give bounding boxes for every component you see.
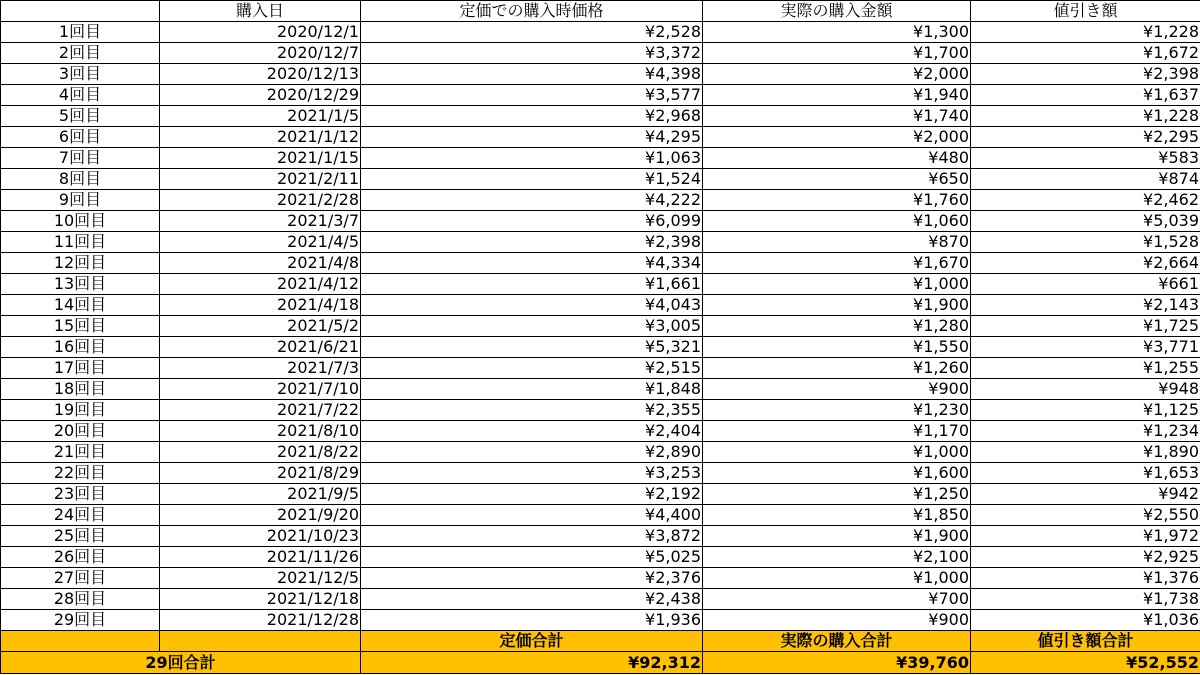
row-label-cell[interactable]: 7回目 — [1, 148, 160, 169]
header-cell-list-price[interactable]: 定価での購入時価格 — [361, 1, 703, 22]
discount-cell[interactable]: ¥1,228 — [971, 106, 1200, 127]
list-price-cell[interactable]: ¥3,577 — [361, 85, 703, 106]
table-body — [1, 22, 1200, 631]
summary-total-discount[interactable]: ¥52,552 — [971, 652, 1200, 674]
row-label-cell[interactable]: 29回目 — [1, 610, 160, 631]
discount-cell[interactable]: ¥1,738 — [971, 589, 1200, 610]
summary-blank-cell[interactable] — [160, 631, 361, 652]
table-row — [1, 316, 1200, 337]
table-row — [1, 127, 1200, 148]
date-cell[interactable]: 2021/8/10 — [160, 421, 361, 442]
row-label-cell[interactable]: 9回目 — [1, 190, 160, 211]
list-price-cell[interactable]: ¥4,043 — [361, 295, 703, 316]
table-row — [1, 463, 1200, 484]
date-cell[interactable]: 2021/7/10 — [160, 379, 361, 400]
date-cell[interactable]: 2021/9/5 — [160, 484, 361, 505]
discount-cell[interactable]: ¥1,036 — [971, 610, 1200, 631]
actual-price-cell[interactable]: ¥870 — [703, 232, 971, 253]
discount-cell[interactable]: ¥1,972 — [971, 526, 1200, 547]
discount-cell[interactable]: ¥2,143 — [971, 295, 1200, 316]
actual-price-cell[interactable]: ¥650 — [703, 169, 971, 190]
list-price-cell[interactable]: ¥2,192 — [361, 484, 703, 505]
row-label-cell[interactable]: 6回目 — [1, 127, 160, 148]
actual-price-cell[interactable]: ¥1,060 — [703, 211, 971, 232]
actual-price-cell[interactable]: ¥1,280 — [703, 316, 971, 337]
table-row — [1, 253, 1200, 274]
table-row — [1, 190, 1200, 211]
actual-price-cell[interactable]: ¥1,740 — [703, 106, 971, 127]
header-cell-blank[interactable] — [1, 1, 160, 22]
discount-cell[interactable]: ¥1,234 — [971, 421, 1200, 442]
actual-price-cell[interactable]: ¥2,000 — [703, 64, 971, 85]
list-price-cell[interactable]: ¥1,936 — [361, 610, 703, 631]
list-price-cell[interactable]: ¥1,524 — [361, 169, 703, 190]
date-cell[interactable]: 2021/5/2 — [160, 316, 361, 337]
row-label-cell[interactable]: 16回目 — [1, 337, 160, 358]
table-row — [1, 148, 1200, 169]
list-price-cell[interactable]: ¥3,005 — [361, 316, 703, 337]
row-label-cell[interactable]: 21回目 — [1, 442, 160, 463]
date-cell[interactable]: 2020/12/7 — [160, 43, 361, 64]
actual-price-cell[interactable]: ¥1,900 — [703, 526, 971, 547]
date-cell[interactable]: 2021/2/11 — [160, 169, 361, 190]
date-cell[interactable]: 2021/1/15 — [160, 148, 361, 169]
table-row — [1, 484, 1200, 505]
date-cell[interactable]: 2021/1/12 — [160, 127, 361, 148]
header-cell-date[interactable]: 購入日 — [160, 1, 361, 22]
discount-cell[interactable]: ¥583 — [971, 148, 1200, 169]
header-cell-discount[interactable]: 値引き額 — [971, 1, 1200, 22]
list-price-cell[interactable]: ¥3,253 — [361, 463, 703, 484]
table-row — [1, 211, 1200, 232]
discount-cell[interactable]: ¥661 — [971, 274, 1200, 295]
row-label-cell[interactable]: 11回目 — [1, 232, 160, 253]
date-cell[interactable]: 2021/4/8 — [160, 253, 361, 274]
table-row — [1, 232, 1200, 253]
table-row — [1, 295, 1200, 316]
row-label-cell[interactable]: 23回目 — [1, 484, 160, 505]
header-cell-actual-price[interactable]: 実際の購入金額 — [703, 1, 971, 22]
discount-cell[interactable]: ¥1,637 — [971, 85, 1200, 106]
list-price-cell[interactable]: ¥2,515 — [361, 358, 703, 379]
actual-price-cell[interactable]: ¥480 — [703, 148, 971, 169]
summary-discount-label[interactable]: 値引き額合計 — [971, 631, 1200, 652]
actual-price-cell[interactable]: ¥1,000 — [703, 568, 971, 589]
summary-total-label[interactable]: 29回合計 — [1, 652, 361, 674]
summary-blank-cell[interactable] — [1, 631, 160, 652]
discount-cell[interactable]: ¥2,925 — [971, 547, 1200, 568]
discount-cell[interactable]: ¥2,664 — [971, 253, 1200, 274]
actual-price-cell[interactable]: ¥1,000 — [703, 274, 971, 295]
actual-price-cell[interactable]: ¥1,940 — [703, 85, 971, 106]
list-price-cell[interactable]: ¥1,661 — [361, 274, 703, 295]
table-row — [1, 64, 1200, 85]
list-price-cell[interactable]: ¥2,376 — [361, 568, 703, 589]
table-row — [1, 400, 1200, 421]
row-label-cell[interactable]: 15回目 — [1, 316, 160, 337]
row-label-cell[interactable]: 13回目 — [1, 274, 160, 295]
table-row — [1, 610, 1200, 631]
row-label-cell[interactable]: 4回目 — [1, 85, 160, 106]
header-row — [1, 1, 1200, 22]
discount-cell[interactable]: ¥5,039 — [971, 211, 1200, 232]
discount-cell[interactable]: ¥1,890 — [971, 442, 1200, 463]
discount-cell[interactable]: ¥874 — [971, 169, 1200, 190]
row-label-cell[interactable]: 24回目 — [1, 505, 160, 526]
actual-price-cell[interactable]: ¥900 — [703, 610, 971, 631]
date-cell[interactable]: 2021/11/26 — [160, 547, 361, 568]
date-cell[interactable]: 2021/9/20 — [160, 505, 361, 526]
date-cell[interactable]: 2020/12/29 — [160, 85, 361, 106]
row-label-cell[interactable]: 2回目 — [1, 43, 160, 64]
discount-cell[interactable]: ¥1,255 — [971, 358, 1200, 379]
discount-cell[interactable]: ¥1,653 — [971, 463, 1200, 484]
table-row — [1, 106, 1200, 127]
list-price-cell[interactable]: ¥3,872 — [361, 526, 703, 547]
date-cell[interactable]: 2021/7/22 — [160, 400, 361, 421]
actual-price-cell[interactable]: ¥1,900 — [703, 295, 971, 316]
date-cell[interactable]: 2021/4/12 — [160, 274, 361, 295]
list-price-cell[interactable]: ¥2,968 — [361, 106, 703, 127]
date-cell[interactable]: 2020/12/1 — [160, 22, 361, 43]
discount-cell[interactable]: ¥2,398 — [971, 64, 1200, 85]
table-row — [1, 85, 1200, 106]
list-price-cell[interactable]: ¥2,398 — [361, 232, 703, 253]
date-cell[interactable]: 2021/6/21 — [160, 337, 361, 358]
actual-price-cell[interactable]: ¥900 — [703, 379, 971, 400]
row-label-cell[interactable]: 5回目 — [1, 106, 160, 127]
actual-price-cell[interactable]: ¥1,260 — [703, 358, 971, 379]
list-price-cell[interactable]: ¥4,334 — [361, 253, 703, 274]
row-label-cell[interactable]: 26回目 — [1, 547, 160, 568]
date-cell[interactable]: 2021/8/29 — [160, 463, 361, 484]
discount-cell[interactable]: ¥1,528 — [971, 232, 1200, 253]
list-price-cell[interactable]: ¥2,890 — [361, 442, 703, 463]
date-cell[interactable]: 2021/10/23 — [160, 526, 361, 547]
actual-price-cell[interactable]: ¥1,600 — [703, 463, 971, 484]
row-label-cell[interactable]: 20回目 — [1, 421, 160, 442]
date-cell[interactable]: 2021/12/5 — [160, 568, 361, 589]
discount-cell[interactable]: ¥1,725 — [971, 316, 1200, 337]
list-price-cell[interactable]: ¥6,099 — [361, 211, 703, 232]
actual-price-cell[interactable]: ¥1,300 — [703, 22, 971, 43]
discount-cell[interactable]: ¥1,376 — [971, 568, 1200, 589]
table-row — [1, 505, 1200, 526]
row-label-cell[interactable]: 22回目 — [1, 463, 160, 484]
discount-cell[interactable]: ¥1,228 — [971, 22, 1200, 43]
date-cell[interactable]: 2021/12/28 — [160, 610, 361, 631]
date-cell[interactable]: 2021/1/5 — [160, 106, 361, 127]
list-price-cell[interactable]: ¥5,321 — [361, 337, 703, 358]
list-price-cell[interactable]: ¥1,063 — [361, 148, 703, 169]
discount-cell[interactable]: ¥948 — [971, 379, 1200, 400]
table-row — [1, 442, 1200, 463]
row-label-cell[interactable]: 8回目 — [1, 169, 160, 190]
table-row — [1, 337, 1200, 358]
list-price-cell[interactable]: ¥4,295 — [361, 127, 703, 148]
actual-price-cell[interactable]: ¥1,000 — [703, 442, 971, 463]
list-price-cell[interactable]: ¥3,372 — [361, 43, 703, 64]
row-label-cell[interactable]: 19回目 — [1, 400, 160, 421]
table-row — [1, 169, 1200, 190]
actual-price-cell[interactable]: ¥700 — [703, 589, 971, 610]
actual-price-cell[interactable]: ¥1,700 — [703, 43, 971, 64]
table-row — [1, 526, 1200, 547]
summary-label-row — [1, 631, 1200, 652]
summary-list-label[interactable]: 定価合計 — [361, 631, 703, 652]
list-price-cell[interactable]: ¥2,438 — [361, 589, 703, 610]
date-cell[interactable]: 2020/12/13 — [160, 64, 361, 85]
list-price-cell[interactable]: ¥4,398 — [361, 64, 703, 85]
date-cell[interactable]: 2021/8/22 — [160, 442, 361, 463]
discount-cell[interactable]: ¥942 — [971, 484, 1200, 505]
actual-price-cell[interactable]: ¥1,670 — [703, 253, 971, 274]
discount-cell[interactable]: ¥2,462 — [971, 190, 1200, 211]
summary-total-row — [1, 652, 1200, 674]
actual-price-cell[interactable]: ¥1,230 — [703, 400, 971, 421]
row-label-cell[interactable]: 27回目 — [1, 568, 160, 589]
date-cell[interactable]: 2021/2/28 — [160, 190, 361, 211]
list-price-cell[interactable]: ¥2,355 — [361, 400, 703, 421]
table-row — [1, 43, 1200, 64]
date-cell[interactable]: 2021/12/18 — [160, 589, 361, 610]
summary-total-actual[interactable]: ¥39,760 — [703, 652, 971, 674]
discount-cell[interactable]: ¥3,771 — [971, 337, 1200, 358]
list-price-cell[interactable]: ¥2,528 — [361, 22, 703, 43]
table-row — [1, 379, 1200, 400]
discount-cell[interactable]: ¥2,295 — [971, 127, 1200, 148]
actual-price-cell[interactable]: ¥1,250 — [703, 484, 971, 505]
list-price-cell[interactable]: ¥1,848 — [361, 379, 703, 400]
row-label-cell[interactable]: 17回目 — [1, 358, 160, 379]
table-row — [1, 274, 1200, 295]
discount-cell[interactable]: ¥1,672 — [971, 43, 1200, 64]
row-label-cell[interactable]: 10回目 — [1, 211, 160, 232]
table-row — [1, 22, 1200, 43]
table-row — [1, 547, 1200, 568]
table-row — [1, 358, 1200, 379]
discount-cell[interactable]: ¥2,550 — [971, 505, 1200, 526]
list-price-cell[interactable]: ¥4,400 — [361, 505, 703, 526]
row-label-cell[interactable]: 25回目 — [1, 526, 160, 547]
list-price-cell[interactable]: ¥5,025 — [361, 547, 703, 568]
row-label-cell[interactable]: 14回目 — [1, 295, 160, 316]
date-cell[interactable]: 2021/4/5 — [160, 232, 361, 253]
row-label-cell[interactable]: 3回目 — [1, 64, 160, 85]
discount-cell[interactable]: ¥1,125 — [971, 400, 1200, 421]
date-cell[interactable]: 2021/4/18 — [160, 295, 361, 316]
row-label-cell[interactable]: 18回目 — [1, 379, 160, 400]
table-row — [1, 421, 1200, 442]
row-label-cell[interactable]: 1回目 — [1, 22, 160, 43]
actual-price-cell[interactable]: ¥1,850 — [703, 505, 971, 526]
actual-price-cell[interactable]: ¥1,170 — [703, 421, 971, 442]
table-row — [1, 568, 1200, 589]
actual-price-cell[interactable]: ¥1,760 — [703, 190, 971, 211]
date-cell[interactable]: 2021/3/7 — [160, 211, 361, 232]
table-row — [1, 589, 1200, 610]
list-price-cell[interactable]: ¥4,222 — [361, 190, 703, 211]
summary-actual-label[interactable]: 実際の購入合計 — [703, 631, 971, 652]
row-label-cell[interactable]: 28回目 — [1, 589, 160, 610]
date-cell[interactable]: 2021/7/3 — [160, 358, 361, 379]
actual-price-cell[interactable]: ¥1,550 — [703, 337, 971, 358]
list-price-cell[interactable]: ¥2,404 — [361, 421, 703, 442]
actual-price-cell[interactable]: ¥2,100 — [703, 547, 971, 568]
summary-total-list[interactable]: ¥92,312 — [361, 652, 703, 674]
actual-price-cell[interactable]: ¥2,000 — [703, 127, 971, 148]
row-label-cell[interactable]: 12回目 — [1, 253, 160, 274]
